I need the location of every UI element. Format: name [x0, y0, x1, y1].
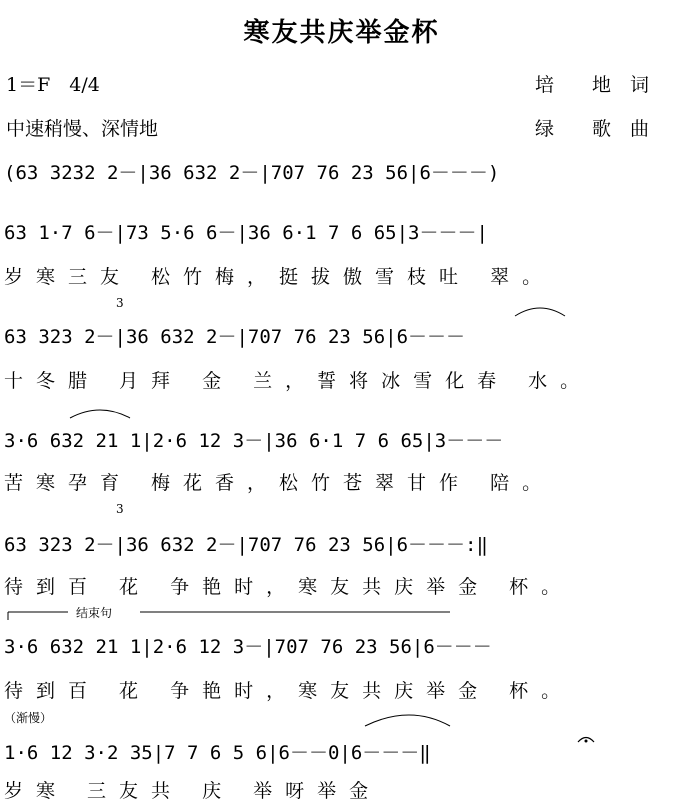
- notation-line-7: 1·6 12 3·2 35|7 7 6 5 6|6－－0|6－－－‖: [4, 742, 431, 764]
- lyrics-line-6: 待到百 花 争艳时，寒友共庆举金 杯。: [4, 680, 574, 702]
- slur-mark: [365, 715, 450, 726]
- slur-mark: [515, 308, 565, 316]
- lyricist-credit: 培 地 词: [535, 74, 650, 96]
- lyrics-line-5: 待到百 花 争艳时，寒友共庆举金 杯。: [4, 576, 574, 598]
- notation-line-5: 63 323 2－|36 632 2－|707 76 23 56|6－－－:‖: [4, 534, 488, 556]
- slur-mark: [70, 410, 130, 418]
- lyrics-line-4: 苦寒孕育 梅花香，松竹苍翠甘作 陪。: [4, 472, 555, 494]
- key-signature: 1＝F 4/4: [6, 74, 100, 96]
- ending-label: 结束句: [76, 606, 113, 620]
- notation-line-2: 63 1·7 6－|73 5·6 6－|36 6·1 7 6 65|3－－－|: [4, 222, 488, 244]
- tempo-change-note: （渐慢）: [4, 711, 53, 725]
- notation-line-3: 63 323 2－|36 632 2－|707 76 23 56|6－－－: [4, 326, 466, 348]
- lyrics-line-2: 岁寒三友 松竹梅，挺拔傲雪枝吐 翠。: [4, 266, 555, 288]
- notation-line-6: 3·6 632 21 1|2·6 12 3－|707 76 23 56|6－－－: [4, 636, 492, 658]
- notation-line-4: 3·6 632 21 1|2·6 12 3－|36 6·1 7 6 65|3－－－: [4, 430, 504, 452]
- page-title: 寒友共庆举金杯: [243, 18, 440, 48]
- tempo-marking: 中速稍慢、深情地: [6, 118, 159, 140]
- tuplet-number: 3: [116, 296, 124, 310]
- notation-line-1: (63 3232 2－|36 632 2－|707 76 23 56|6－－－): [4, 162, 500, 184]
- lyrics-line-3: 十冬腊 月拜 金 兰，誓将冰雪化春 水。: [4, 370, 593, 392]
- fermata-dot: [585, 740, 588, 743]
- composer-credit: 绿 歌 曲: [535, 118, 650, 140]
- tuplet-number: 3: [116, 502, 124, 516]
- lyrics-line-7: 岁寒 三友共 庆 举呀举金: [4, 780, 382, 802]
